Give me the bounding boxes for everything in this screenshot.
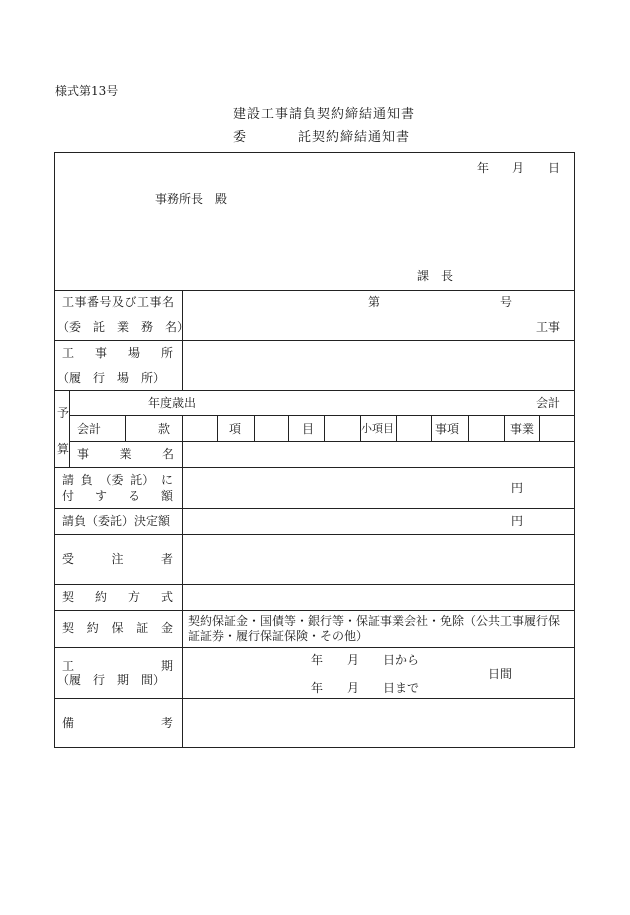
- divider: [431, 415, 432, 441]
- sub-item-cell: 小項目: [361, 422, 394, 435]
- remarks-label: 備 考: [62, 716, 173, 730]
- divider: [539, 415, 540, 441]
- date-day-label: 日: [548, 161, 561, 175]
- account-label: 会計: [536, 396, 561, 410]
- project-name-label: 事 業 名: [77, 447, 174, 461]
- divider: [55, 698, 574, 699]
- divider: [69, 390, 70, 467]
- divider: [55, 340, 574, 341]
- fiscal-expenditure-label: 年度歳出: [148, 396, 197, 410]
- kouji-suffix: 工事: [536, 320, 561, 334]
- project-number-label: 工事番号及び工事名: [62, 295, 175, 309]
- yen-unit: 円: [511, 481, 524, 495]
- yen-unit: 円: [511, 514, 524, 528]
- divider: [182, 290, 183, 390]
- divider: [55, 610, 574, 611]
- divider: [125, 415, 126, 441]
- divider: [182, 441, 183, 747]
- period-end: 年 月 日まで: [311, 681, 420, 695]
- divider: [69, 415, 574, 416]
- kou-cell: 項: [229, 422, 242, 436]
- document-title-line2-a: 委: [233, 130, 247, 145]
- decided-amount-label: 請負（委託）決定額: [62, 514, 171, 528]
- construction-period-label: 工 期: [62, 659, 173, 673]
- divider: [69, 441, 574, 442]
- contract-notice-form: [54, 152, 575, 748]
- number-gou: 号: [500, 295, 513, 309]
- site-label: 工 事 場 所: [62, 346, 173, 360]
- contract-amount-label-1: 請 負 （委 託） に: [62, 473, 173, 487]
- budget-label-1: 予: [57, 406, 70, 420]
- divider: [288, 415, 289, 441]
- kan-cell: 款: [158, 422, 171, 436]
- period-days: 日間: [488, 667, 513, 681]
- divider: [504, 415, 505, 441]
- divider: [182, 415, 183, 441]
- divider: [55, 534, 574, 535]
- performance-period-label: （履 行 期 間）: [57, 673, 166, 687]
- period-start: 年 月 日から: [311, 653, 420, 667]
- matter-cell: 事項: [435, 422, 460, 436]
- divider: [468, 415, 469, 441]
- sender-title-ka: 課: [417, 269, 430, 283]
- divider: [254, 415, 255, 441]
- budget-label-2: 算: [57, 442, 70, 456]
- divider: [55, 290, 574, 291]
- document-title: 建設工事請負契約締結通知書: [233, 107, 416, 122]
- account-cell: 会計: [77, 422, 102, 436]
- divider: [55, 584, 574, 585]
- date-year-label: 年: [477, 161, 490, 175]
- contract-deposit-label: 契 約 保 証 金: [62, 621, 173, 635]
- number-dai: 第: [368, 295, 381, 309]
- divider: [55, 390, 574, 391]
- project-cell: 事業: [510, 422, 535, 436]
- performance-place-label: （履 行 場 所）: [57, 371, 166, 385]
- divider: [396, 415, 397, 441]
- addressee: 事務所長 殿: [155, 192, 228, 206]
- form-number: 様式第13号: [55, 84, 119, 98]
- contractor-label: 受 注 者: [62, 552, 173, 566]
- divider: [324, 415, 325, 441]
- document-title-line2-b: 託契約締結通知書: [298, 130, 411, 145]
- deposit-options: 契約保証金・国債等・銀行等・保証事業会社・免除（公共工事履行保証証券・履行保証保険・その他）: [188, 614, 561, 643]
- divider: [55, 508, 574, 509]
- divider: [217, 415, 218, 441]
- date-month-label: 月: [512, 161, 525, 175]
- contract-method-label: 契 約 方 式: [62, 590, 173, 604]
- sender-title-cho: 長: [441, 269, 454, 283]
- moku-cell: 目: [302, 422, 315, 436]
- contract-amount-label-2: 付 す る 額: [62, 489, 173, 503]
- commission-name-label: （委 託 業 務 名）: [57, 320, 190, 334]
- divider: [55, 647, 574, 648]
- divider: [55, 467, 574, 468]
